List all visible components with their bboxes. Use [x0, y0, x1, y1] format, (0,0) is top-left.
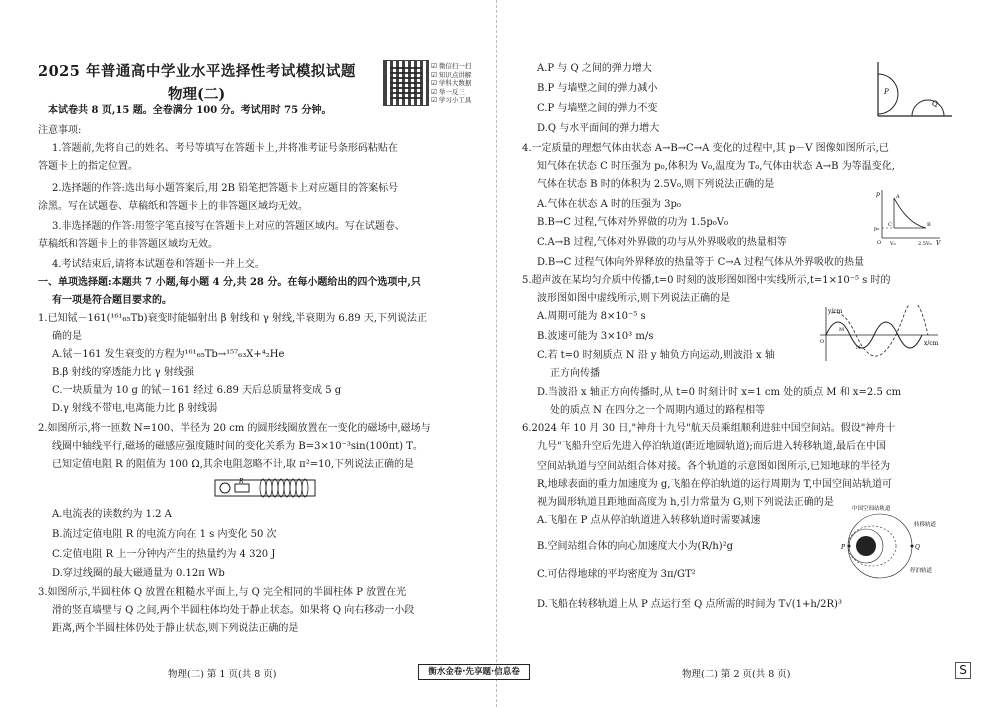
qr-feature: ☑ 举一反三 — [431, 87, 465, 96]
q5-m-label: M — [839, 327, 845, 333]
q3-option-a: A.P 与 Q 之间的弹力增大 — [537, 63, 652, 74]
qr-feature: ☑ 学习小工具 — [431, 96, 472, 104]
q4-stem: 4.一定质量的理想气体由状态 A→B→C→A 变化的过程中,其 p－V 图像如图所示,已 — [522, 143, 889, 154]
q4-c-label: C — [888, 222, 892, 228]
exam-title: 2025 年普通高中学业水平选择性考试模拟试题 — [38, 63, 356, 80]
exam-subtitle: 物理(二) — [168, 86, 226, 103]
q6-p-label: P — [841, 544, 846, 551]
q4-stem: 气体在状态 B 时的体积为 2.5V₀,则下列说法正确的是 — [537, 179, 775, 190]
notice-title: 注意事项: — [38, 125, 82, 136]
q5-wave-graph — [812, 305, 942, 363]
notice-line: 4.考试结束后,请将本试题卷和答题卡一并上交。 — [52, 259, 265, 270]
q6-option-c: C.可估得地球的平均密度为 3π/GT² — [537, 569, 696, 580]
q4-p-axis: p — [876, 191, 880, 198]
q3-option-c: C.P 与墙壁之间的弹力不变 — [537, 103, 658, 114]
q4-option-b: B.B→C 过程,气体对外界做的功为 1.5p₀V₀ — [537, 217, 728, 228]
q6-park-orbit-label: 停泊轨道 — [910, 568, 933, 574]
q3-option-b: B.P 与墙壁之间的弹力减小 — [537, 83, 658, 94]
q4-a-label: A — [896, 194, 900, 200]
q4-v-axis: V — [936, 240, 941, 246]
q2-r-label: R — [239, 478, 244, 485]
q3-stem: 3.如图所示,半圆柱体 Q 放置在粗糙水平面上,与 Q 完全相同的半圆柱体 P 放置在光 — [38, 587, 407, 598]
q3-stem: 滑的竖直墙壁与 Q 之间,两个半圆柱体均处于静止状态。如果将 Q 向右移动一小段 — [52, 605, 415, 616]
section-heading: 有一项是符合题目要求的。 — [52, 295, 172, 306]
section-heading: 一、单项选择题:本题共 7 小题,每小题 4 分,共 28 分。在每小题给出的四个选项中,只 — [38, 277, 421, 288]
q3-q-label: Q — [932, 100, 938, 108]
q5-o-label: O — [820, 339, 825, 345]
q4-o-label: O — [877, 240, 882, 246]
q2-stem: 已知定值电阻 R 的阻值为 100 Ω,其余电阻忽略不计,取 π²=10,下列说法正确的是 — [52, 459, 415, 470]
q6-transfer-orbit-label: 转移轨道 — [914, 522, 937, 528]
q2-option-d: D.穿过线圈的最大磁通量为 0.12π Wb — [52, 568, 225, 579]
q2-option-a: A.电流表的读数约为 1.2 A — [52, 509, 172, 520]
qr-feature-list — [431, 62, 471, 105]
q4-p0-label: p₀ — [874, 226, 880, 232]
q2-coil-circuit-figure — [213, 474, 333, 502]
q5-option-d: 处的质点 N 在四分之一个周期内通过的路程相等 — [550, 405, 766, 416]
q6-option-a: A.飞船在 P 点从停泊轨道进入转移轨道时需要减速 — [537, 515, 761, 526]
q6-space-orbit-label: 中国空间站轨道 — [852, 506, 891, 512]
q2-option-b: B.流过定值电阻 R 的电流方向在 1 s 内变化 50 次 — [52, 529, 277, 540]
q6-stem: 空间站轨道与空间站组合体对接。各个轨道的示意图如图所示,已知地球的半径为 — [537, 461, 891, 472]
q6-option-d: D.飞船在转移轨道上从 P 点运行至 Q 点所需的时间为 T√(1+h/2R)³ — [537, 599, 842, 610]
right-page — [512, 0, 992, 707]
q4-option-c: C.A→B 过程,气体对外界做的功与从外界吸收的热量相等 — [537, 237, 787, 248]
q5-option-a: A.周期可能为 8×10⁻⁵ s — [537, 311, 646, 322]
q4-25v0-label: 2.5V₀ — [918, 241, 932, 246]
q5-option-d: D.当波沿 x 轴正方向传播时,从 t=0 时刻计时 x=1 cm 处的质点 M 和 x=2.5 cm — [537, 387, 902, 398]
q5-y-axis: y/cm — [828, 308, 843, 315]
q4-pv-graph — [874, 188, 944, 246]
notice-line: 2.选择题的作答:选出每小题答案后,用 2B 铅笔把答题卡上对应题目的答案标号 — [52, 183, 399, 194]
q5-option-b: B.波速可能为 3×10³ m/s — [537, 331, 654, 342]
q4-b-label: B — [927, 222, 931, 228]
footer-left: 物理(二) 第 1 页(共 8 页) — [168, 669, 277, 680]
q1-option-c: C.一块质量为 10 g 的铽－161 经过 6.89 天后总质量将变成 5 g — [52, 385, 342, 396]
notice-line: 3.非选择题的作答:用签字笔直接写在答题卡上对应的答题区域内。写在试题卷、 — [52, 221, 405, 232]
q2-option-c: C.定值电阻 R 上一分钟内产生的热量约为 4 320 J — [52, 549, 276, 560]
q5-stem: 波形图如图中虚线所示,则下列说法正确的是 — [537, 293, 731, 304]
q5-option-c: C.若 t=0 时刻质点 N 沿 y 轴负方向运动,则波沿 x 轴 — [537, 350, 775, 361]
q3-option-d: D.Q 与水平面间的弹力增大 — [537, 123, 660, 134]
qr-feature: ☑ 学科大数据 — [431, 79, 472, 87]
q4-option-a: A.气体在状态 A 时的压强为 3p₀ — [537, 199, 681, 210]
qr-feature: ☑ 微信扫一扫 — [431, 62, 472, 70]
q1-option-a: A.铽－161 发生衰变的方程为¹⁶¹₆₅Tb→¹⁵⁷₆₃X+⁴₂He — [52, 349, 285, 360]
q5-option-c: 正方向传播 — [550, 368, 600, 379]
q1-option-d: D.γ 射线不带电,电离能力比 β 射线弱 — [52, 403, 218, 414]
q2-stem: 线圈中轴线平行,磁场的磁感应强度随时间的变化关系为 B=3×10⁻³sin(100πt) T。 — [52, 441, 423, 452]
footer-right: 物理(二) 第 2 页(共 8 页) — [682, 669, 791, 680]
qr-feature: ☑ 知识点讲解 — [431, 70, 472, 79]
q6-stem: R,地球表面的重力加速度为 g,飞船在停泊轨道的运行周期为 T,中国空间站轨道可 — [537, 479, 893, 490]
qr-code-icon[interactable] — [383, 60, 429, 106]
notice-line: 1.答题前,先将自己的姓名、考号等填写在答题卡上,并将准考证号条形码粘贴在 — [52, 143, 398, 154]
exam-info: 本试卷共 8 页,15 题。全卷满分 100 分。考试用时 75 分钟。 — [48, 105, 332, 116]
q1-stem: 确的是 — [52, 331, 82, 342]
q2-stem: 2.如图所示,将一匝数 N=100、半径为 20 cm 的圆形线圈放置在一变化的磁场中,磁场与 — [38, 423, 431, 434]
q6-orbit-figure — [830, 502, 948, 580]
q5-stem: 5.超声波在某均匀介质中传播,t=0 时刻的波形图如图中实线所示,t=1×10⁻⁵ s 时的 — [522, 275, 891, 286]
page-mark: S — [955, 662, 971, 679]
q5-n-label: N — [856, 345, 861, 351]
q6-stem: 6.2024 年 10 月 30 日,"神舟十九号"航天员乘组顺利进驻中国空间站。假设"神舟十 — [522, 423, 896, 434]
q3-half-cylinder-figure — [874, 60, 954, 120]
q4-v0-label: V₀ — [890, 241, 896, 246]
q6-stem: 九号"飞船升空后先进入停泊轨道(距近地圆轨道);而后进入转移轨道,最后在中国 — [537, 441, 886, 452]
q1-stem: 1.已知铽－161(¹⁶¹₆₅Tb)衰变时能辐射出 β 射线和 γ 射线,半衰期为 6.89 天,下列说法正 — [38, 313, 427, 324]
q6-q-label: Q — [915, 544, 920, 551]
q6-stem: 视为圆形轨道且距地面高度为 h,引力常量为 G,则下列说法正确的是 — [537, 497, 834, 508]
q3-stem: 距离,两个半圆柱体仍处于静止状态,则下列说法正确的是 — [52, 623, 299, 634]
q6-option-b: B.空间站组合体的向心加速度大小为(R/h)²g — [537, 541, 734, 552]
brand-badge: 衡水金卷·先享题·信息卷 — [418, 664, 530, 680]
notice-line: 草稿纸和答题卡上的非答题区域均无效。 — [38, 239, 218, 250]
notice-line: 答题卡上的指定位置。 — [38, 161, 138, 172]
q5-x-axis: x/cm — [924, 340, 939, 347]
notice-line: 涂黑。写在试题卷、草稿纸和答题卡上的非答题区域均无效。 — [38, 201, 308, 212]
q3-p-label: P — [884, 88, 889, 96]
left-page — [18, 0, 498, 707]
q4-stem: 知气体在状态 C 时压强为 p₀,体积为 V₀,温度为 T₀,气体由状态 A→B 为等温变化, — [537, 161, 895, 172]
q1-option-b: B.β 射线的穿透能力比 γ 射线强 — [52, 367, 194, 378]
q4-option-d: D.B→C 过程气体向外界释放的热量等于 C→A 过程气体从外界吸收的热量 — [537, 257, 865, 268]
